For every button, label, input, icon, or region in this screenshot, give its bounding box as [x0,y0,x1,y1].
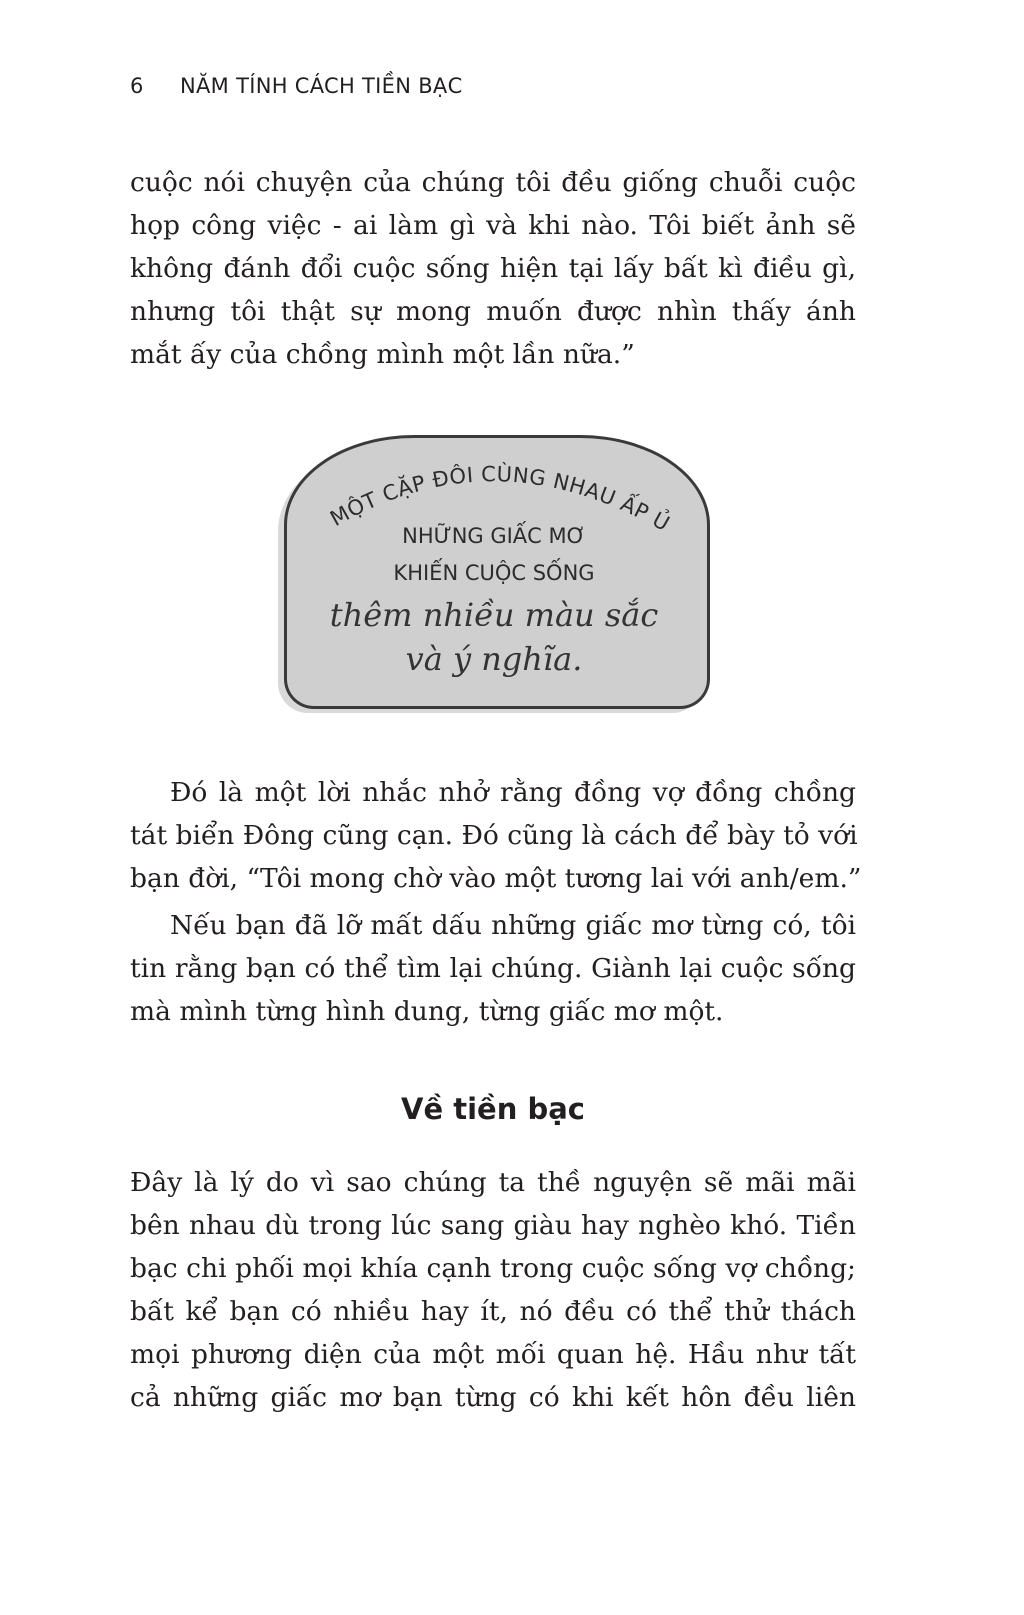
paragraph-1 [130,161,856,376]
pull-quote-callout [278,435,710,715]
section-heading: Về tiền bạc [401,1092,585,1126]
text-line: mà mình từng hình dung, từng giấc mơ một. [130,996,724,1027]
running-title: NĂM TÍNH CÁCH TIỀN BẠC [180,74,463,98]
text-line: tát biển Đông cũng cạn. Đó cũng là cách để bày tỏ với [130,820,858,851]
callout-script-text: thêm nhiều màu sắc và ý nghĩa. [329,596,659,678]
text-line: mọi phương diện của một mối quan hệ. Hầu như tất [130,1339,856,1370]
paragraph-4 [130,1161,856,1419]
text-line: Đây là lý do vì sao chúng ta thề nguyện sẽ mãi mãi [130,1167,856,1198]
text-line: bạn đời, “Tôi mong chờ vào một tương lai với anh/em.” [130,863,862,894]
text-line: cả những giấc mơ bạn từng có khi kết hôn đều liên [130,1382,856,1413]
text-line: họp công việc - ai làm gì và khi nào. Tôi biết ảnh sẽ [130,210,856,241]
callout-arc-line: MỘT CẶP ĐÔI CÙNG NHAU ẤP Ủ [326,462,674,537]
text-line: bạc chi phối mọi khía cạnh trong cuộc sống vợ chồng; [130,1253,856,1284]
text-line: bên nhau dù trong lúc sang giàu hay nghèo khó. Tiền [130,1210,856,1241]
running-header [130,74,463,98]
text-line: Đó là một lời nhắc nhở rằng đồng vợ đồng chồng [170,777,856,808]
text-line: bất kể bạn có nhiều hay ít, nó đều có thể thử thách [130,1296,856,1327]
paragraph-2 [130,771,862,900]
text-line: mắt ấy của chồng mình một lần nữa.” [130,339,635,370]
text-line: cuộc nói chuyện của chúng tôi đều giống chuỗi cuộc [130,167,856,198]
text-line: nhưng tôi thật sự mong muốn được nhìn thấy ánh [130,296,856,327]
page-number: 6 [130,74,144,98]
text-line: không đánh đổi cuộc sống hiện tại lấy bất kì điều gì, [130,253,856,284]
text-line: tin rằng bạn có thể tìm lại chúng. Giành lại cuộc sống [130,953,856,984]
callout-caps-text: NHỮNG GIẤC MƠ KHIẾN CUỘC SỐNG [393,524,595,585]
text-line: Nếu bạn đã lỡ mất dấu những giấc mơ từng có, tôi [170,910,856,941]
paragraph-3 [130,904,856,1033]
